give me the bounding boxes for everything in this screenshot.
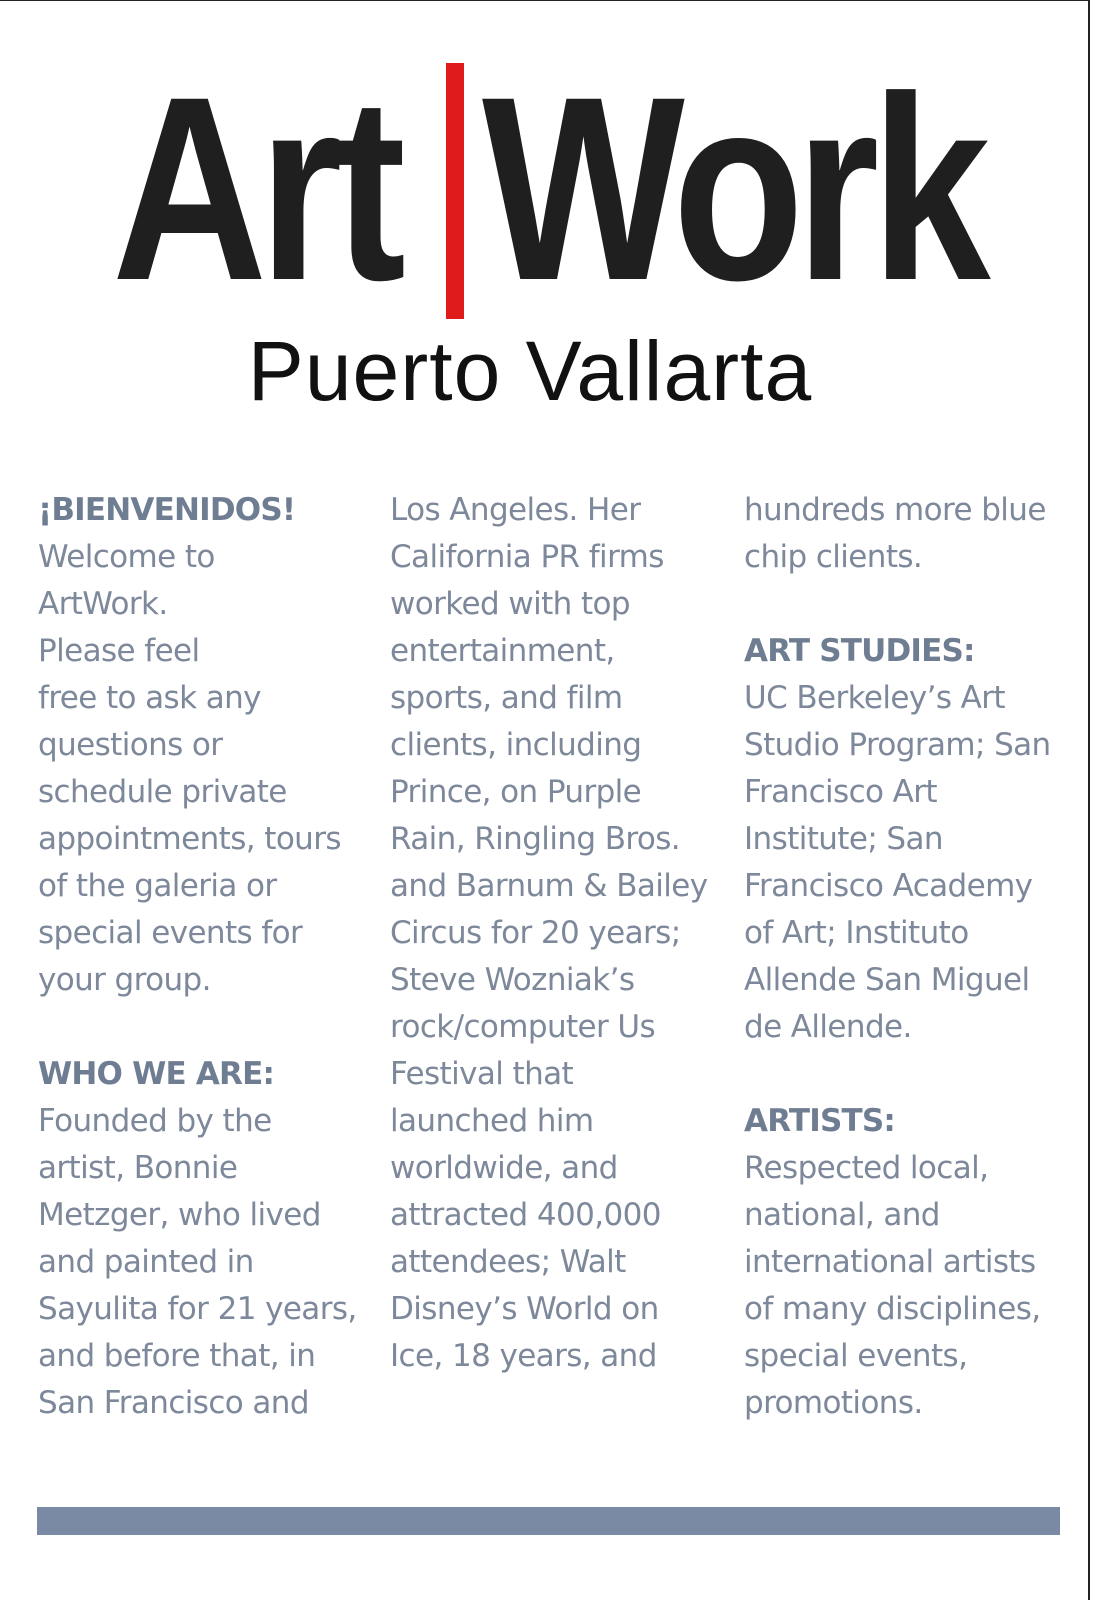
text-line: Studio Program; San [744,727,1051,763]
text-line: and before that, in [38,1338,316,1374]
text-line: UC Berkeley’s Art [744,680,1005,716]
text-line: of many disciplines, [744,1291,1041,1327]
who-we-are-heading: WHO WE ARE: [38,1056,275,1092]
text-line: Welcome to [38,539,215,575]
text-line: special events for [38,915,303,951]
text-line: clients, including [390,727,642,763]
text-line: Sayulita for 21 years, [38,1291,357,1327]
text-line: chip clients. [744,539,923,575]
text-line: San Francisco and [38,1385,309,1421]
text-line: Francisco Academy [744,868,1033,904]
text-line: Institute; San [744,821,943,857]
text-line: worldwide, and [390,1150,618,1186]
text-line: Disney’s World on [390,1291,659,1327]
text-line: attendees; Walt [390,1244,626,1280]
text-line: of Art; Instituto [744,915,969,951]
text-line: Prince, on Purple [390,774,642,810]
text-line: attracted 400,000 [390,1197,661,1233]
logo-word-art: Art [112,42,398,335]
text-line: Allende San Miguel [744,962,1030,998]
paragraph-gap [744,581,1064,628]
paragraph-gap [744,1051,1064,1098]
text-line: and painted in [38,1244,254,1280]
footer-bar [37,1507,1060,1535]
text-line: de Allende. [744,1009,912,1045]
text-line: Circus for 20 years; [390,915,681,951]
logo-word-work: Work [482,42,983,335]
text-line: Los Angeles. Her [390,492,641,528]
column-1 [38,487,358,1427]
text-line: ArtWork. [38,586,168,622]
logo-subtitle: Puerto Vallarta [247,324,813,418]
text-line: Respected local, [744,1150,989,1186]
text-line: California PR firms [390,539,664,575]
text-line: Please feel [38,633,200,669]
text-line: Ice, 18 years, and [390,1338,657,1374]
text-line: Rain, Ringling Bros. [390,821,681,857]
text-line: your group. [38,962,211,998]
text-line: artist, Bonnie [38,1150,238,1186]
text-line: schedule private [38,774,287,810]
text-line: rock/computer Us [390,1009,656,1045]
welcome-heading: ¡BIENVENIDOS! [38,492,296,528]
text-line: Steve Wozniak’s [390,962,635,998]
text-line: entertainment, [390,633,615,669]
paragraph-gap [38,1004,358,1051]
text-line: Festival that [390,1056,574,1092]
text-line: and Barnum & Bailey [390,868,708,904]
artists-heading: ARTISTS: [744,1103,895,1139]
art-studies-heading: ART STUDIES: [744,633,975,669]
column-3 [744,487,1064,1427]
logo-red-divider [446,63,464,319]
artwork-logo [110,42,990,335]
text-line: Francisco Art [744,774,937,810]
text-line: questions or [38,727,223,763]
text-line: international artists [744,1244,1036,1280]
text-line: promotions. [744,1385,923,1421]
text-line: of the galeria or [38,868,277,904]
text-line: special events, [744,1338,968,1374]
text-line: launched him [390,1103,594,1139]
text-line: sports, and film [390,680,623,716]
text-line: hundreds more blue [744,492,1046,528]
text-line: Metzger, who lived [38,1197,321,1233]
text-line: worked with top [390,586,630,622]
text-line: national, and [744,1197,940,1233]
text-line: Founded by the [38,1103,272,1139]
column-2 [390,487,710,1380]
text-line: free to ask any [38,680,261,716]
text-line: appointments, tours [38,821,341,857]
